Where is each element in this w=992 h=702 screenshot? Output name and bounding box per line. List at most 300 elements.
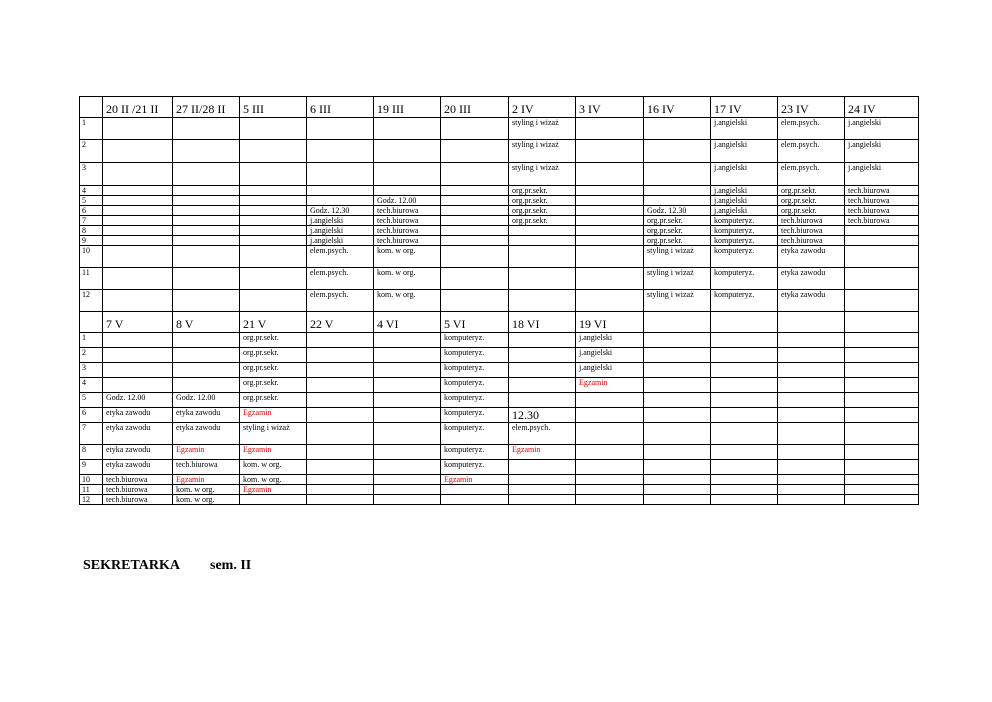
schedule-cell bbox=[307, 460, 374, 475]
schedule-cell bbox=[173, 246, 240, 268]
schedule-cell bbox=[509, 118, 576, 140]
subject-label: org.pr.sekr. bbox=[243, 333, 279, 342]
subject-label: komputeryz. bbox=[444, 378, 485, 387]
schedule-cell bbox=[778, 363, 845, 378]
subject-label: j.angielski bbox=[310, 216, 344, 225]
schedule-cell bbox=[103, 423, 173, 445]
schedule-cell bbox=[374, 206, 441, 216]
subject-label: etyka zawodu bbox=[781, 290, 826, 299]
schedule-cell bbox=[441, 393, 509, 408]
subject-label: kom. w org. bbox=[243, 460, 282, 469]
schedule-cell bbox=[374, 393, 441, 408]
schedule-cell bbox=[240, 163, 307, 186]
schedule-cell bbox=[644, 118, 711, 140]
schedule-cell bbox=[240, 268, 307, 290]
subject-label: komputeryz. bbox=[444, 393, 485, 402]
schedule-cell bbox=[576, 140, 644, 163]
schedule-cell bbox=[711, 475, 778, 485]
schedule-row bbox=[80, 408, 919, 423]
schedule-cell bbox=[711, 460, 778, 475]
subject-label: org.pr.sekr. bbox=[647, 226, 683, 235]
schedule-cell bbox=[441, 216, 509, 226]
subject-label: tech.biurowa bbox=[848, 196, 890, 205]
schedule-cell bbox=[374, 163, 441, 186]
subject-label: etyka zawodu bbox=[781, 268, 826, 277]
schedule-cell bbox=[711, 118, 778, 140]
subject-label: j.angielski bbox=[848, 118, 882, 127]
subject-label: styling i wizaż bbox=[647, 246, 694, 255]
subject-label: styling i wizaż bbox=[647, 290, 694, 299]
schedule-cell bbox=[644, 378, 711, 393]
schedule-cell bbox=[307, 423, 374, 445]
schedule-cell bbox=[509, 163, 576, 186]
schedule-table bbox=[79, 96, 919, 505]
subject-label: Egzamin bbox=[579, 378, 608, 387]
schedule-cell bbox=[711, 408, 778, 423]
schedule-cell bbox=[307, 186, 374, 196]
schedule-cell bbox=[103, 140, 173, 163]
subject-label: komputeryz. bbox=[714, 216, 755, 225]
subject-label: komputeryz. bbox=[714, 268, 755, 277]
schedule-row bbox=[80, 445, 919, 460]
schedule-cell bbox=[173, 393, 240, 408]
schedule-cell bbox=[173, 333, 240, 348]
schedule-cell bbox=[103, 246, 173, 268]
schedule-cell bbox=[374, 246, 441, 268]
schedule-cell bbox=[711, 348, 778, 363]
schedule-cell bbox=[778, 475, 845, 485]
schedule-cell bbox=[103, 333, 173, 348]
schedule-cell bbox=[240, 378, 307, 393]
schedule-cell bbox=[307, 363, 374, 378]
date-header: 5 III bbox=[240, 97, 307, 118]
schedule-cell bbox=[173, 460, 240, 475]
schedule-cell bbox=[240, 140, 307, 163]
schedule-cell bbox=[576, 495, 644, 505]
date-header: 7 V bbox=[103, 312, 173, 333]
schedule-cell bbox=[103, 118, 173, 140]
schedule-cell bbox=[307, 378, 374, 393]
schedule-cell bbox=[576, 236, 644, 246]
schedule-cell bbox=[307, 348, 374, 363]
schedule-cell bbox=[173, 216, 240, 226]
subject-label: kom. w org. bbox=[176, 485, 215, 494]
row-number: 7 bbox=[80, 216, 103, 226]
schedule-cell bbox=[307, 290, 374, 312]
row-number: 10 bbox=[80, 246, 103, 268]
subject-label: tech.biurowa bbox=[176, 460, 218, 469]
date-header: 2 IV bbox=[509, 97, 576, 118]
date-header: 21 V bbox=[240, 312, 307, 333]
subject-label: Godz. 12.00 bbox=[106, 393, 146, 402]
schedule-row bbox=[80, 196, 919, 206]
schedule-cell bbox=[374, 140, 441, 163]
subject-label: komputeryz. bbox=[714, 246, 755, 255]
subject-label: tech.biurowa bbox=[781, 226, 823, 235]
schedule-cell bbox=[845, 475, 919, 485]
date-header: 24 IV bbox=[845, 97, 919, 118]
row-number: 8 bbox=[80, 445, 103, 460]
schedule-cell bbox=[240, 495, 307, 505]
schedule-cell bbox=[845, 206, 919, 216]
subject-label: etyka zawodu bbox=[106, 408, 151, 417]
row-number: 2 bbox=[80, 348, 103, 363]
subject-label: styling i wizaż bbox=[647, 268, 694, 277]
schedule-row bbox=[80, 363, 919, 378]
schedule-cell bbox=[778, 196, 845, 206]
schedule-cell bbox=[307, 495, 374, 505]
subject-label: org.pr.sekr. bbox=[647, 216, 683, 225]
subject-label: elem.psych. bbox=[512, 423, 551, 432]
schedule-row bbox=[80, 206, 919, 216]
schedule-cell bbox=[644, 226, 711, 236]
schedule-cell bbox=[441, 495, 509, 505]
schedule-cell bbox=[509, 495, 576, 505]
schedule-cell bbox=[509, 246, 576, 268]
schedule-cell bbox=[509, 236, 576, 246]
schedule-cell bbox=[173, 423, 240, 445]
schedule-cell bbox=[240, 290, 307, 312]
schedule-row bbox=[80, 216, 919, 226]
schedule-cell bbox=[173, 290, 240, 312]
schedule-cell bbox=[845, 393, 919, 408]
schedule-cell bbox=[441, 460, 509, 475]
schedule-cell bbox=[374, 333, 441, 348]
schedule-cell bbox=[103, 236, 173, 246]
schedule-cell bbox=[778, 495, 845, 505]
schedule-cell bbox=[509, 363, 576, 378]
schedule-row bbox=[80, 118, 919, 140]
schedule-cell bbox=[509, 186, 576, 196]
schedule-cell bbox=[711, 363, 778, 378]
schedule-cell bbox=[644, 236, 711, 246]
subject-label: org.pr.sekr. bbox=[781, 206, 817, 215]
subject-label: j.angielski bbox=[714, 186, 748, 195]
row-number: 10 bbox=[80, 475, 103, 485]
footer-title: SEKRETARKA bbox=[83, 558, 180, 573]
schedule-cell bbox=[778, 445, 845, 460]
schedule-row bbox=[80, 246, 919, 268]
schedule-row bbox=[80, 290, 919, 312]
schedule-cell bbox=[103, 378, 173, 393]
schedule-body bbox=[80, 97, 919, 505]
schedule-cell bbox=[307, 408, 374, 423]
schedule-cell bbox=[103, 196, 173, 206]
subject-label: elem.psych. bbox=[310, 268, 349, 277]
schedule-cell bbox=[711, 186, 778, 196]
schedule-cell bbox=[644, 216, 711, 226]
subject-label: kom. w org. bbox=[377, 268, 416, 277]
row-number: 11 bbox=[80, 268, 103, 290]
subject-label: elem.psych. bbox=[781, 163, 820, 172]
schedule-cell bbox=[173, 196, 240, 206]
schedule-cell bbox=[576, 163, 644, 186]
schedule-cell bbox=[103, 290, 173, 312]
schedule-cell bbox=[509, 393, 576, 408]
row-number: 9 bbox=[80, 236, 103, 246]
schedule-cell bbox=[644, 485, 711, 495]
schedule-cell bbox=[644, 186, 711, 196]
schedule-cell bbox=[778, 186, 845, 196]
subject-label: tech.biurowa bbox=[377, 226, 419, 235]
subject-label: j.angielski bbox=[714, 163, 748, 172]
subject-label: styling i wizaż bbox=[243, 423, 290, 432]
subject-label: komputeryz. bbox=[714, 236, 755, 245]
schedule-cell bbox=[778, 236, 845, 246]
schedule-cell bbox=[103, 485, 173, 495]
schedule-cell bbox=[845, 495, 919, 505]
subject-label: tech.biurowa bbox=[106, 495, 148, 504]
subject-label: komputeryz. bbox=[714, 226, 755, 235]
schedule-cell bbox=[845, 246, 919, 268]
subject-label: Egzamin bbox=[444, 475, 473, 484]
schedule-cell bbox=[441, 140, 509, 163]
schedule-cell bbox=[576, 290, 644, 312]
schedule-cell bbox=[173, 363, 240, 378]
schedule-row bbox=[80, 163, 919, 186]
subject-label: tech.biurowa bbox=[377, 216, 419, 225]
subject-label: org.pr.sekr. bbox=[512, 206, 548, 215]
subject-label: j.angielski bbox=[714, 140, 748, 149]
subject-label: Egzamin bbox=[176, 475, 205, 484]
subject-label: Godz. 12.30 bbox=[647, 206, 687, 215]
schedule-cell bbox=[103, 268, 173, 290]
schedule-cell bbox=[374, 196, 441, 206]
row-number: 12 bbox=[80, 495, 103, 505]
schedule-cell bbox=[509, 460, 576, 475]
row-number: 12 bbox=[80, 290, 103, 312]
subject-label: kom. w org. bbox=[243, 475, 282, 484]
row-number: 2 bbox=[80, 140, 103, 163]
schedule-cell bbox=[711, 290, 778, 312]
schedule-row bbox=[80, 186, 919, 196]
schedule-cell bbox=[509, 348, 576, 363]
date-header: 27 II/28 II bbox=[173, 97, 240, 118]
row-number: 9 bbox=[80, 460, 103, 475]
schedule-cell bbox=[374, 408, 441, 423]
subject-label: elem.psych. bbox=[310, 246, 349, 255]
schedule-cell bbox=[711, 163, 778, 186]
schedule-cell bbox=[307, 216, 374, 226]
schedule-cell bbox=[374, 118, 441, 140]
date-header: 17 IV bbox=[711, 97, 778, 118]
schedule-cell bbox=[576, 196, 644, 206]
subject-label: komputeryz. bbox=[444, 445, 485, 454]
schedule-cell bbox=[240, 393, 307, 408]
row-number: 6 bbox=[80, 206, 103, 216]
schedule-row bbox=[80, 348, 919, 363]
schedule-cell bbox=[307, 118, 374, 140]
schedule-cell bbox=[509, 485, 576, 495]
schedule-cell bbox=[240, 445, 307, 460]
schedule-cell bbox=[845, 348, 919, 363]
schedule-cell bbox=[509, 423, 576, 445]
schedule-cell bbox=[374, 236, 441, 246]
subject-label: styling i wizaż bbox=[512, 163, 559, 172]
subject-label: j.angielski bbox=[714, 206, 748, 215]
schedule-cell bbox=[240, 118, 307, 140]
subject-label: komputeryz. bbox=[444, 333, 485, 342]
subject-label: tech.biurowa bbox=[106, 475, 148, 484]
subject-label: tech.biurowa bbox=[781, 216, 823, 225]
schedule-cell bbox=[644, 495, 711, 505]
schedule-cell bbox=[374, 290, 441, 312]
schedule-cell bbox=[845, 485, 919, 495]
subject-label: kom. w org. bbox=[377, 246, 416, 255]
schedule-cell bbox=[441, 226, 509, 236]
schedule-cell bbox=[845, 196, 919, 206]
row-number: 4 bbox=[80, 378, 103, 393]
schedule-cell bbox=[576, 363, 644, 378]
date-header: 16 IV bbox=[644, 97, 711, 118]
schedule-cell bbox=[778, 348, 845, 363]
schedule-cell bbox=[240, 475, 307, 485]
schedule-cell bbox=[441, 268, 509, 290]
schedule-cell bbox=[374, 460, 441, 475]
date-header: 4 VI bbox=[374, 312, 441, 333]
schedule-cell bbox=[576, 118, 644, 140]
schedule-row bbox=[80, 236, 919, 246]
schedule-cell bbox=[644, 460, 711, 475]
schedule-cell bbox=[845, 423, 919, 445]
schedule-cell bbox=[644, 206, 711, 216]
date-header bbox=[711, 312, 778, 333]
schedule-cell bbox=[576, 378, 644, 393]
subject-label: elem.psych. bbox=[310, 290, 349, 299]
schedule-cell bbox=[576, 393, 644, 408]
schedule-cell bbox=[103, 363, 173, 378]
row-number: 8 bbox=[80, 226, 103, 236]
subject-label: tech.biurowa bbox=[848, 206, 890, 215]
schedule-row bbox=[80, 423, 919, 445]
schedule-cell bbox=[778, 408, 845, 423]
schedule-cell bbox=[173, 495, 240, 505]
date-header: 23 IV bbox=[778, 97, 845, 118]
schedule-cell bbox=[845, 408, 919, 423]
schedule-cell bbox=[644, 290, 711, 312]
subject-label: org.pr.sekr. bbox=[781, 196, 817, 205]
schedule-cell bbox=[441, 363, 509, 378]
schedule-cell bbox=[103, 186, 173, 196]
subject-label: j.angielski bbox=[310, 226, 344, 235]
subject-label: tech.biurowa bbox=[848, 216, 890, 225]
subject-label: styling i wizaż bbox=[512, 140, 559, 149]
subject-label: komputeryz. bbox=[444, 423, 485, 432]
row-number: 5 bbox=[80, 393, 103, 408]
schedule-cell bbox=[240, 246, 307, 268]
schedule-cell bbox=[778, 333, 845, 348]
date-header: 3 IV bbox=[576, 97, 644, 118]
schedule-cell bbox=[103, 206, 173, 216]
schedule-cell bbox=[240, 216, 307, 226]
schedule-cell bbox=[509, 226, 576, 236]
schedule-cell bbox=[374, 495, 441, 505]
schedule-cell bbox=[576, 216, 644, 226]
row-number: 1 bbox=[80, 118, 103, 140]
schedule-cell bbox=[374, 348, 441, 363]
row-number: 1 bbox=[80, 333, 103, 348]
date-header bbox=[845, 312, 919, 333]
schedule-cell bbox=[374, 475, 441, 485]
schedule-cell bbox=[711, 226, 778, 236]
schedule-cell bbox=[778, 118, 845, 140]
schedule-cell bbox=[778, 206, 845, 216]
header-row bbox=[80, 97, 919, 118]
schedule-cell bbox=[778, 246, 845, 268]
subject-label: tech.biurowa bbox=[377, 206, 419, 215]
schedule-cell bbox=[173, 268, 240, 290]
schedule-cell bbox=[509, 196, 576, 206]
schedule-cell bbox=[509, 445, 576, 460]
subject-label: Egzamin bbox=[243, 408, 272, 417]
subject-label: org.pr.sekr. bbox=[512, 196, 548, 205]
subject-label: komputeryz. bbox=[444, 348, 485, 357]
schedule-cell bbox=[441, 408, 509, 423]
subject-label: etyka zawodu bbox=[176, 423, 221, 432]
subject-label: org.pr.sekr. bbox=[781, 186, 817, 195]
schedule-cell bbox=[576, 408, 644, 423]
date-header bbox=[644, 312, 711, 333]
subject-label: org.pr.sekr. bbox=[647, 236, 683, 245]
header-row bbox=[80, 312, 919, 333]
subject-label: org.pr.sekr. bbox=[243, 378, 279, 387]
subject-label: 12.30 bbox=[512, 408, 539, 422]
subject-label: j.angielski bbox=[579, 363, 613, 372]
schedule-cell bbox=[441, 246, 509, 268]
schedule-cell bbox=[576, 206, 644, 216]
schedule-row bbox=[80, 226, 919, 236]
subject-label: etyka zawodu bbox=[106, 423, 151, 432]
schedule-cell bbox=[240, 186, 307, 196]
schedule-cell bbox=[173, 186, 240, 196]
header-corner bbox=[80, 97, 103, 118]
schedule-cell bbox=[240, 348, 307, 363]
subject-label: kom. w org. bbox=[176, 495, 215, 504]
date-header: 19 III bbox=[374, 97, 441, 118]
subject-label: komputeryz. bbox=[444, 408, 485, 417]
schedule-cell bbox=[644, 408, 711, 423]
schedule-cell bbox=[644, 140, 711, 163]
schedule-cell bbox=[240, 333, 307, 348]
date-header: 22 V bbox=[307, 312, 374, 333]
schedule-cell bbox=[778, 163, 845, 186]
schedule-cell bbox=[441, 236, 509, 246]
schedule-cell bbox=[374, 268, 441, 290]
schedule-row bbox=[80, 460, 919, 475]
schedule-row bbox=[80, 140, 919, 163]
schedule-cell bbox=[845, 460, 919, 475]
schedule-cell bbox=[509, 140, 576, 163]
subject-label: elem.psych. bbox=[781, 118, 820, 127]
date-header: 20 II /21 II bbox=[103, 97, 173, 118]
schedule-cell bbox=[711, 485, 778, 495]
schedule-cell bbox=[173, 445, 240, 460]
schedule-cell bbox=[240, 226, 307, 236]
schedule-cell bbox=[644, 333, 711, 348]
subject-label: tech.biurowa bbox=[106, 485, 148, 494]
schedule-cell bbox=[307, 333, 374, 348]
schedule-cell bbox=[441, 196, 509, 206]
schedule-cell bbox=[509, 206, 576, 216]
schedule-cell bbox=[845, 290, 919, 312]
schedule-cell bbox=[103, 163, 173, 186]
schedule-cell bbox=[173, 378, 240, 393]
schedule-cell bbox=[509, 333, 576, 348]
subject-label: Egzamin bbox=[243, 485, 272, 494]
schedule-cell bbox=[173, 226, 240, 236]
subject-label: Egzamin bbox=[243, 445, 272, 454]
schedule-cell bbox=[845, 226, 919, 236]
